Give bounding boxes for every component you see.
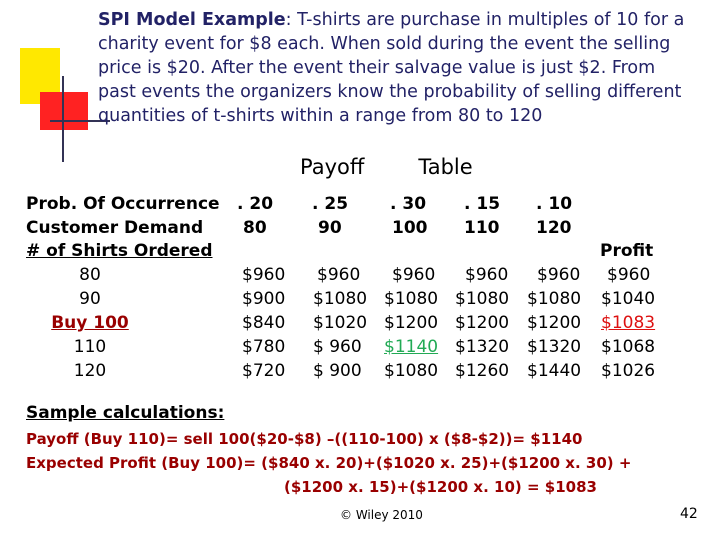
demand-cell: 110 [464,218,500,238]
sample-calculations-heading: Sample calculations: [26,403,225,423]
demand-cell: 100 [392,218,428,238]
profit-cell: $1040 [601,289,656,309]
table-title-word-1: Payoff [300,155,365,179]
payoff-cell: $ 960 [313,337,362,357]
demand-cell: 90 [318,218,342,238]
prob-cell: . 25 [312,194,349,214]
payoff-cell: $1080 [455,289,510,309]
page-number: 42 [680,506,698,522]
payoff-cell: $960 [392,265,436,285]
intro-title: SPI Model Example [98,10,286,30]
copyright-footer: © Wiley 2010 [340,508,423,522]
ordered-row-label: # of Shirts Ordered [26,241,213,261]
table-title-word-2: Table [418,155,473,179]
demand-cell: 80 [243,218,267,238]
order-qty: 80 [79,265,101,285]
profit-cell: $1026 [601,361,656,381]
payoff-cell: $1260 [455,361,510,381]
order-qty: 120 [73,361,107,381]
payoff-cell: $960 [242,265,286,285]
demand-row-label: Customer Demand [26,218,204,238]
prob-cell: . 15 [464,194,501,214]
order-qty: 90 [79,289,101,309]
profit-header: Profit [600,241,654,261]
payoff-cell: $1320 [455,337,510,357]
payoff-cell: $1440 [527,361,582,381]
decorative-red-square [40,92,88,130]
payoff-cell: $1080 [384,289,439,309]
payoff-cell: $1080 [527,289,582,309]
payoff-cell: $960 [537,265,581,285]
sample-calc-line-2: Expected Profit (Buy 100)= ($840 x. 20)+($1020 x. 25)+($1200 x. 30) + [26,454,632,472]
prob-cell: . 10 [536,194,573,214]
payoff-cell: $720 [242,361,286,381]
profit-cell: $1068 [601,337,656,357]
decorative-vertical-line [62,76,64,162]
payoff-cell: $1020 [313,313,368,333]
profit-cell-max: $1083 [601,313,656,333]
payoff-cell: $1080 [384,361,439,381]
payoff-cell: $1200 [384,313,439,333]
table-title [300,155,473,179]
payoff-cell: $1320 [527,337,582,357]
payoff-cell: $960 [317,265,361,285]
demand-cell: 120 [536,218,572,238]
payoff-cell: $840 [242,313,286,333]
payoff-cell: $ 900 [313,361,362,381]
order-qty-selected: Buy 100 [51,313,129,333]
payoff-cell: $1200 [527,313,582,333]
sample-calc-line-1: Payoff (Buy 110)= sell 100($20-$8) –((110-100) x ($8-$2))= $1140 [26,430,583,448]
prob-row-label: Prob. Of Occurrence [26,194,220,214]
order-qty: 110 [73,337,107,357]
profit-cell: $960 [607,265,651,285]
payoff-cell-example: $1140 [384,337,439,357]
intro-paragraph [98,8,698,128]
payoff-cell: $1080 [313,289,368,309]
sample-calc-line-3: ($1200 x. 15)+($1200 x. 10) = $1083 [284,478,597,496]
payoff-cell: $960 [465,265,509,285]
intro-text: : T-shirts are purchase in multiples of 10 for a charity event for $8 each. When sold during the event the selling price is $20. After the event their salvage value is just $2. From past events the organizers know the probability of selling different quantities of t-shirts within a range from 80 to 120 [98,10,685,126]
payoff-cell: $900 [242,289,286,309]
payoff-cell: $780 [242,337,286,357]
prob-cell: . 20 [237,194,274,214]
prob-cell: . 30 [390,194,427,214]
payoff-cell: $1200 [455,313,510,333]
